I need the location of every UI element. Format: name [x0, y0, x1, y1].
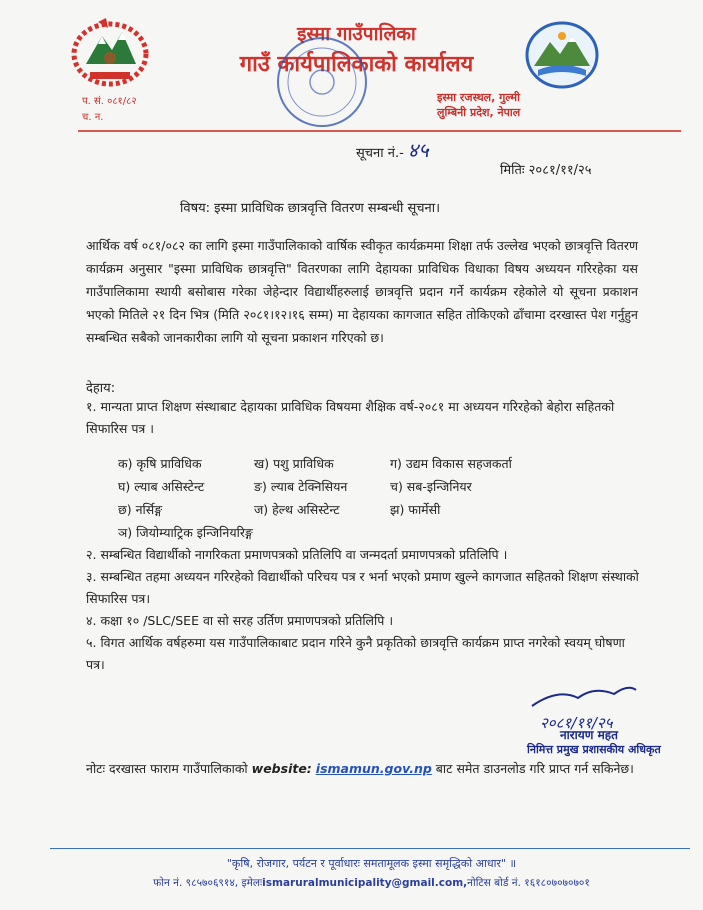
footer-motto: "कृषि, रोजगार, पर्यटन र पूर्वाधारः समतामूलक इस्मा समृद्धिको आधार" ॥ [226, 857, 517, 870]
office-title: इस्मा गाउँपालिका [297, 23, 416, 45]
province-line: लुम्बिनी प्रदेश, नेपाल [437, 106, 521, 119]
subject-item: घ) ल्याब असिस्टेन्ट [118, 479, 205, 494]
subject-item: क) कृषि प्राविधिक [118, 456, 202, 471]
footer-email[interactable]: ismaruralmunicipality@gmail.com, [262, 877, 468, 889]
address-block [437, 90, 520, 120]
requirement-item: १. मान्यता प्राप्त शिक्षण संस्थाबाट देहायका प्राविधिक विषयमा शैक्षिक वर्ष-२०८१ मा अध्ययन गरिरहेको बेहोरा सहितको सिफारिस पत्र । [86, 399, 615, 436]
reference-number: प. सं. ०८१/८२ [82, 96, 137, 107]
requirement-item: ३. सम्बन्धित तहमा अध्ययन गरिरहेको विद्यार्थीको परिचय पत्र र भर्ना भएको प्रमाण खुल्ने कागजात सहितको शिक्षण संस्थाको सिफारिस पत्र। [86, 569, 639, 606]
note-prefix: नोटः दरखास्त फाराम गाउँपालिकाको [86, 761, 248, 776]
signer-title: निमित्त प्रमुख प्रशासकीय अधिकृत [527, 743, 661, 756]
dispatch-number: च. न. [82, 112, 104, 123]
notice-number [356, 136, 429, 163]
subject-item: ग) उद्यम विकास सहजकर्ता [390, 456, 512, 471]
note-suffix: बाट समेत डाउनलोड गरि प्राप्त गर्न सकिनेछ। [435, 761, 634, 776]
municipality-logo-icon [524, 20, 600, 90]
notice-number-label: सूचना नं.- [356, 146, 404, 161]
subject-item: ङ) ल्याब टेक्निसियन [254, 479, 348, 494]
footer-notice-board: नोटिस बोर्ड नं. १६१८०७०७०७०१ [467, 877, 590, 889]
footer-phone: फोन नं. ९८५७०६९१४, [153, 877, 239, 889]
reference-block [82, 94, 137, 126]
signer-name: नारायण महत [560, 728, 618, 742]
requirement-item: ४. कक्षा १० /SLC/SEE वा सो सरह उर्तिण प्रमाणपत्रको प्रतिलिपि । [86, 613, 394, 628]
subject-item: छ) नर्सिङ्ग [118, 502, 163, 517]
subject-item: ख) पशु प्राविधिक [254, 456, 334, 471]
signature-date: २०८१/११/२५ [540, 714, 613, 732]
subject-item: ज) हेल्थ असिस्टेन्ट [254, 502, 340, 517]
website-label: website: [251, 761, 312, 776]
requirement-item: २. सम्बन्धित विद्यार्थीको नागरिकता प्रमाणपत्रको प्रतिलिपि वा जन्मदर्ता प्रमाणपत्रको प्रतिलिपि । [86, 547, 508, 562]
requirements-heading: देहाय: [86, 381, 116, 396]
office-stamp-icon [274, 34, 370, 130]
footer-divider [50, 848, 690, 849]
address-line: इस्मा रजस्थल, गुल्मी [437, 91, 520, 104]
subject-item: ञ) जियोम्याट्रिक इन्जिनियरिङ्ग [118, 525, 253, 540]
download-note [86, 758, 646, 780]
website-link[interactable]: ismamun.gov.np [315, 761, 432, 776]
body-paragraph: आर्थिक वर्ष ०८१/०८२ का लागि इस्मा गाउँपालिकाको वार्षिक स्वीकृत कार्यक्रममा शिक्षा तर्फ उल्लेख भएको छात्रवृत्ति वितरण कार्यक्रम अनुसार "इस्मा प्राविधिक छात्रवृत्ति" वितरणका लागि देहायका प्राविधिक विधाका विषय अध्ययन गरिरहेका यस गाउँपालिकामा स्थायी बसोबास गरेका जेहेन्दार विद्यार्थीहरुलाई छात्रवृत्ति प्रदान गर्ने कार्यक्रम रहेकोले यो सूचना प्रकाशन भएको मितिले २१ दिन भित्र (मिति २०८१।१२।१६ सम्म) मा देहायका कागजात सहित तोकिएको ढाँचामा दरखास्त पेश गर्नुहुन सम्बन्धित सबैको जानकारीका लागि यो सूचना प्रकाशन गरिएको छ। [86, 238, 638, 345]
subject-line: विषय: इस्मा प्राविधिक छात्रवृत्ति वितरण सम्बन्धी सूचना। [180, 201, 441, 216]
footer-contact [0, 876, 703, 890]
subject-item: च) सब-इन्जिनियर [390, 479, 472, 494]
office-subtitle: गाउँ कार्यपालिकाको कार्यालय [239, 52, 474, 77]
footer-email-label: इमेलः [241, 877, 263, 889]
subject-item: झ) फार्मेसी [390, 502, 441, 517]
notice-number-value: ४५ [407, 138, 429, 162]
header-divider [78, 130, 681, 132]
requirement-item: ५. विगत आर्थिक वर्षहरुमा यस गाउँपालिकाबाट प्रदान गरिने कुनै प्रकृतिको छात्रवृत्ति कार्यक्रम प्राप्त नगरेको स्वयम् घोषणा पत्र। [86, 635, 625, 672]
notice-date: मितिः २०८१/११/२५ [500, 163, 592, 178]
